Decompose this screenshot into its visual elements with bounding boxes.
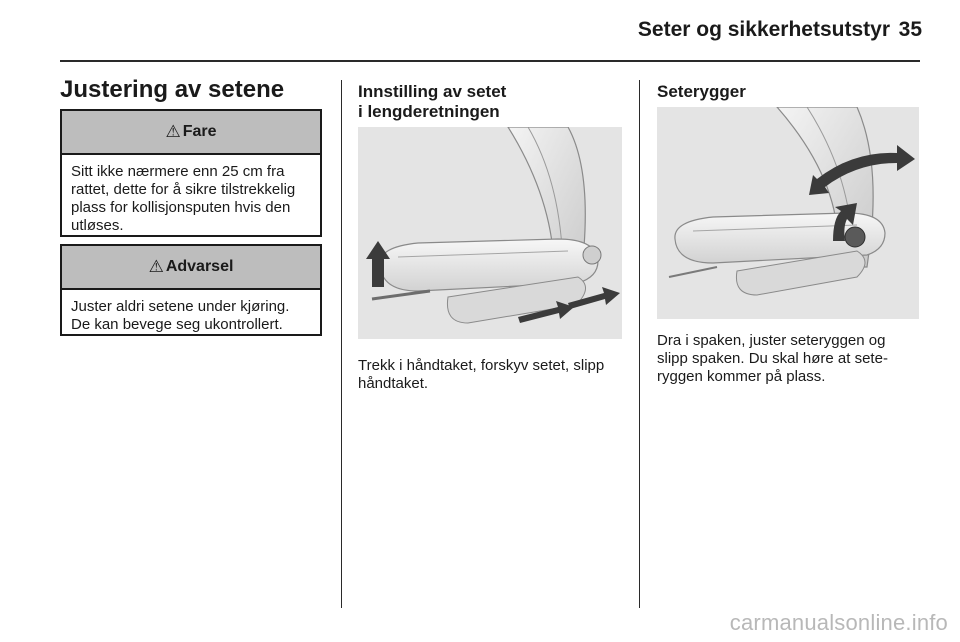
warning-box-label: Advarsel: [165, 258, 234, 275]
subsection-heading-length: [358, 82, 628, 122]
backrest-caption: Dra i spaken, juster seteryggen og slipp spaken. Du skal høre at seteryggen kommer på plass.: [657, 332, 888, 385]
heading-line-1: Innstilling av setet: [358, 82, 507, 101]
subsection-heading-backrest: Seterygger: [657, 82, 746, 101]
seat-backrest-illustration: [657, 107, 919, 319]
warning-triangle-icon: ⚠: [165, 122, 181, 141]
column-divider-left: [341, 80, 342, 608]
length-caption: Trekk i håndtaket, forskyv setet, slipp håndtaket.: [358, 357, 605, 392]
danger-box-label: Fare: [182, 123, 217, 140]
page-header-title: Seter og sikkerhetsutstyr: [637, 18, 890, 41]
seat-length-illustration: [358, 127, 622, 339]
warning-triangle-icon: ⚠: [148, 257, 164, 276]
warning-box-text: Juster aldri setene under kjøring. De kan bevege seg ukontrollert.: [71, 298, 290, 333]
danger-box-header: [62, 111, 320, 155]
header-rule: [60, 60, 920, 62]
danger-box: [60, 109, 322, 237]
section-heading: Justering av setene: [60, 76, 285, 103]
warning-box: [60, 244, 322, 336]
danger-box-text: Sitt ikke nærmere enn 25 cm fra rattet, dette for å sikre tilstrekkelig plass for kollisjonsputen hvis den utløses.: [71, 163, 296, 234]
heading-line-2: i lengderetningen: [358, 102, 500, 121]
page-number: 35: [898, 18, 922, 41]
watermark: carmanualsonline.info: [729, 610, 948, 635]
column-divider-right: [639, 80, 640, 608]
warning-box-header: [62, 246, 320, 290]
